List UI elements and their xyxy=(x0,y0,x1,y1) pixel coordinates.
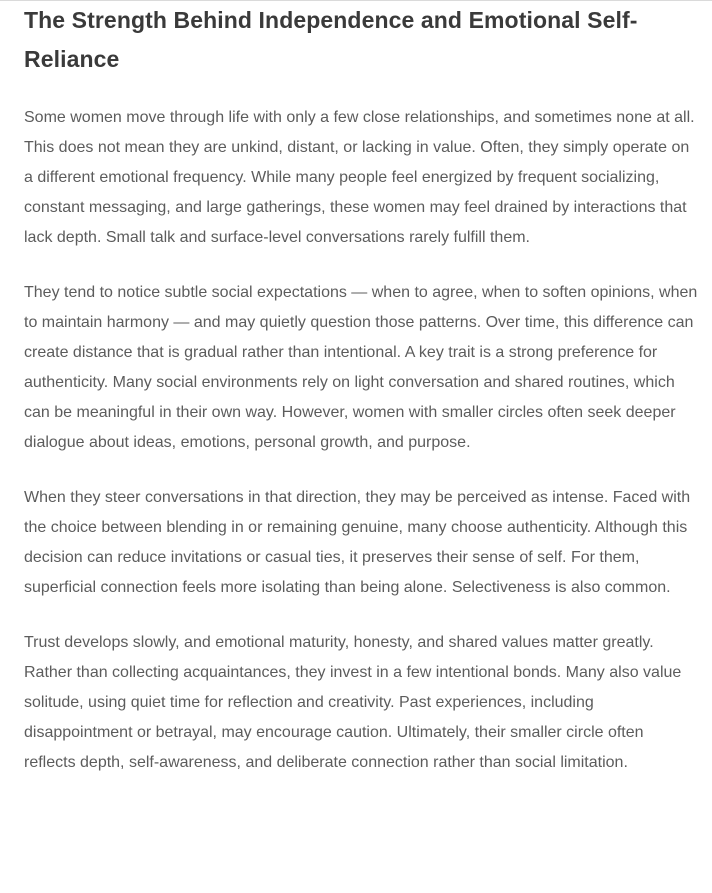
article xyxy=(24,1,698,778)
paragraph-4: Trust develops slowly, and emotional maturity, honesty, and shared values matter greatly. Rather than collecting acquaintances, they invest in a few intentional bonds. Many also value solitude, using quiet time for reflection and creativity. Past experiences, including disappointment or betrayal, may encourage caution. Ultimately, their smaller circle often reflects depth, self-awareness, and deliberate connection rather than social limitation. xyxy=(24,634,682,771)
paragraph-2: They tend to notice subtle social expectations — when to agree, when to soften opinions, when to maintain harmony — and may quietly question those patterns. Over time, this difference can create distance that is gradual rather than intentional. A key trait is a strong preference for authenticity. Many social environments rely on light conversation and shared routines, which can be meaningful in their own way. However, women with smaller circles often seek deeper dialogue about ideas, emotions, personal growth, and purpose. xyxy=(24,284,698,451)
paragraph-1: Some women move through life with only a few close relationships, and sometimes none at all. This does not mean they are unkind, distant, or lacking in value. Often, they simply operate on a different emotional frequency. While many people feel energized by frequent socializing, constant messaging, and large gatherings, these women may feel drained by interactions that lack depth. Small talk and surface-level conversations rarely fulfill them. xyxy=(24,109,695,246)
paragraph-3: When they steer conversations in that direction, they may be perceived as intense. Faced with the choice between blending in or remaining genuine, many choose authenticity. Although this decision can reduce invitations or casual ties, it preserves their sense of self. For them, superficial connection feels more isolating than being alone. Selectiveness is also common. xyxy=(24,489,691,596)
page-title: The Strength Behind Independence and Emotional Self-Reliance xyxy=(24,7,638,72)
